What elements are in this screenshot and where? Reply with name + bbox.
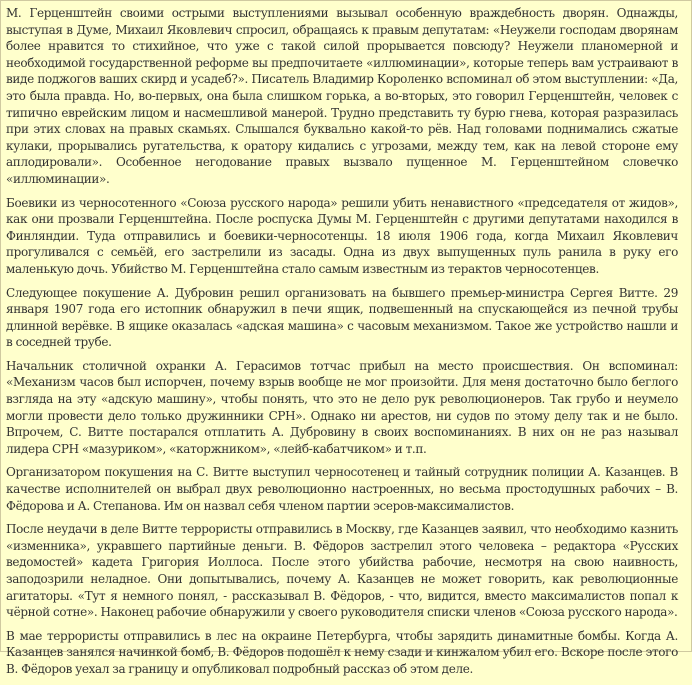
paragraph-herzenstein-speech: М. Герценштейн своими острыми выступлениями вызывал особенную враждебность дворян. Однажды, выступая в Думе, Михаил Яковлевич спросил, обращаясь к правым депутатам: «Неужели господам дворянам более нравится то стихийное, что уже с такой силой прорывается повсюду? Неужели планомерной и необходимой государственной реформе вы предпочитаете «иллюминации», которые теперь вам устраивают в виде поджогов ваших скирд и усадеб?». Писатель Владимир Короленко вспоминал об этом выступлении: «Да, это была правда. Но, во-первых, она была слишком горька, а во-вторых, это говорил Герценштейн, человек с типично еврейским лицом и насмешливой манерой. Трудно представить ту бурю гнева, которая разразилась при этих словах на правых скамьях. Слышался буквально какой-то рёв. Над головами поднимались сжатые кулаки, прорывались ругательства, к оратору кидались с угрозами, между тем, как на левой стороне ему аплодировали». Особенное негодование правых вызвало пущенное М. Герценштейном словечко «иллюминации». xyxy=(6,6,678,186)
paragraph-gerasimov-memoir: Начальник столичной охранки А. Герасимов тотчас прибыл на место происшествия. Он вспоминал: «Механизм часов был испорчен, почему взрыв вообще не мог произойти. Для меня достаточно было беглого взгляда на эту «адскую машину», чтобы понять, что это не дело рук революционеров. Так грубо и неумело могли провести дело только дружинники СРН». Однако ни арестов, ни судов по этому делу так и не было. Впрочем, С. Витте постарался отплатить А. Дубровину в своих воспоминаниях. В них он не раз называл лидера СРН «мазуриком», «каторжником», «лейб-кабатчиком» и т.п. xyxy=(6,358,678,456)
paragraph-witte-attempt: Следующее покушение А. Дубровин решил организовать на бывшего премьер-министра Сергея Витте. 29 января 1907 года его истопник обнаружил в печи ящик, подвешенный на спускающейся из печной трубы длинной верёвке. В ящике оказалась «адская машина» с часовым механизмом. Такое же устройство нашли и в соседней трубе. xyxy=(6,285,678,350)
paragraph-kazantsev-organizer: Организатором покушения на С. Витте выступил черносотенец и тайный сотрудник полиции А. Казанцев. В качестве исполнителей он выбрал двух революционно настроенных, но весьма простодушных рабочих – В. Фёдорова и А. Степанова. Им он назвал себя членом партии эсеров-максималистов. xyxy=(6,465,678,513)
article-body xyxy=(6,5,678,685)
paragraph-kazantsev-killed: В мае террористы отправились в лес на окраине Петербурга, чтобы зарядить динамитные бомбы. Когда А. Казанцев занялся начинкой бомб, В. Фёдоров подошёл к нему сзади и кинжалом убил его. Вскоре после этого В. Фёдоров уехал за границу и опубликовал подробный рассказ об этом деле. xyxy=(6,628,678,676)
paragraph-herzenstein-murder: Боевики из черносотенного «Союза русского народа» решили убить ненавистного «председателя от жидов», как они прозвали Герценштейна. После роспуска Думы М. Герценштейн с другими депутатами находился в Финляндии. Туда отправились и боевики-черносотенцы. 18 июля 1906 года, когда Михаил Яковлевич прогуливался с семьёй, его застрелили из засады. Одна из двух выпущенных пуль ранила в руку его маленькую дочь. Убийство М. Герценштейна стало самым известным из терактов черносотенцев. xyxy=(6,195,678,276)
paragraph-iollos-murder: После неудачи в деле Витте террористы отправились в Москву, где Казанцев заявил, что необходимо казнить «изменника», укравшего партийные деньги. В. Фёдоров застрелил этого человека – редактора «Русских ведомостей» кадета Григория Иоллоса. После этого убийства рабочие, несмотря на свою наивность, заподозрили неладное. Они допытывались, почему А. Казанцев не может говорить, как революционные агитаторы. «Тут я немного понял, - рассказывал В. Фёдоров, - что, видится, вместо максималистов попал к чёрной сотне». Наконец рабочие обнаружили у своего руководителя списки членов «Союза русского народа». xyxy=(6,522,678,620)
